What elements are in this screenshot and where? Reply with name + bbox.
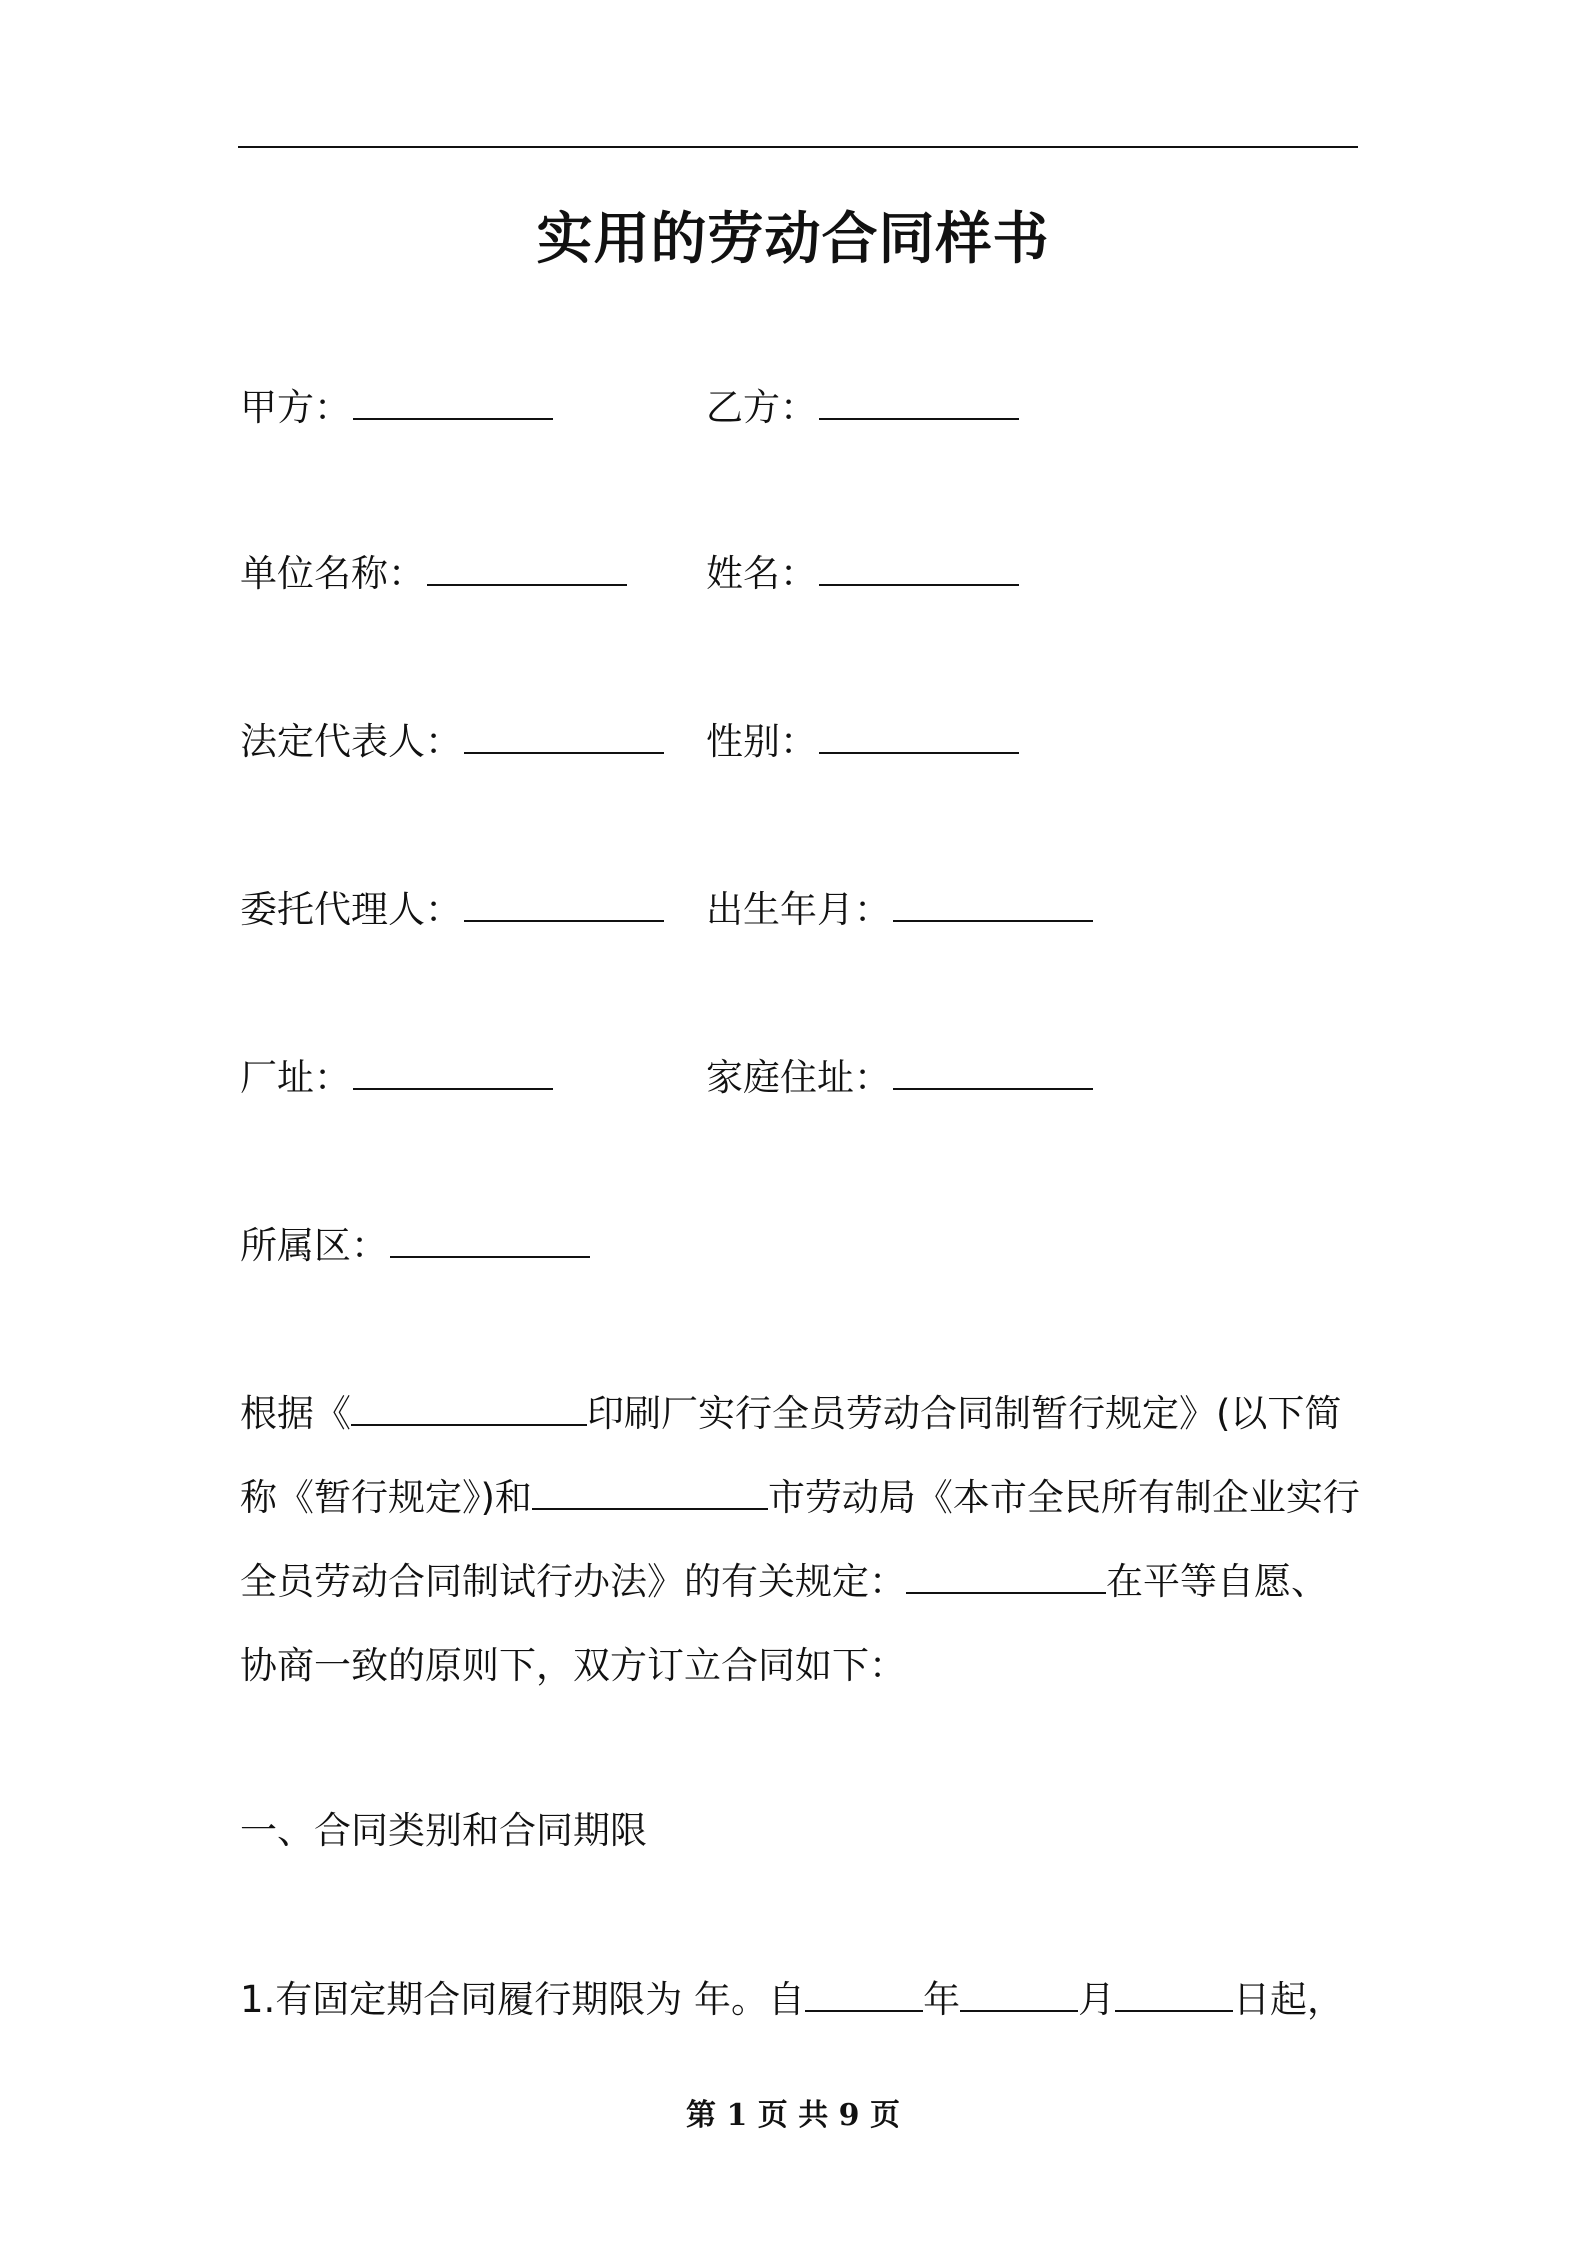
unit-name-field <box>240 546 627 599</box>
agent-field <box>240 882 664 935</box>
clause-1-day-blank[interactable] <box>1115 1974 1233 2012</box>
clause-1-text-c: 月 <box>1078 1978 1116 2021</box>
name-blank[interactable] <box>819 546 1019 586</box>
legal-rep-blank[interactable] <box>464 714 664 754</box>
clause-1-text-b: 年 <box>923 1978 961 2021</box>
home-address-label: 家庭住址： <box>706 1056 891 1099</box>
preamble-text-4: 在平等自愿、协商一致的原则下，双方订立合同如下： <box>240 1560 1328 1687</box>
legal-rep-label: 法定代表人： <box>240 720 462 763</box>
agent-label: 委托代理人： <box>240 888 462 931</box>
district-field <box>240 1218 590 1271</box>
factory-address-blank[interactable] <box>353 1050 553 1090</box>
clause-1 <box>240 1974 1344 2025</box>
factory-address-field <box>240 1050 553 1103</box>
name-field <box>706 546 1019 599</box>
header-rule <box>238 146 1358 148</box>
birth-field <box>706 882 1093 935</box>
name-label: 姓名： <box>706 552 817 595</box>
unit-name-label: 单位名称： <box>240 552 425 595</box>
clause-1-text-a: 1.有固定期合同履行期限为 年。自 <box>240 1978 806 2021</box>
party-a-blank[interactable] <box>353 380 553 420</box>
preamble-blank-2[interactable] <box>532 1472 768 1510</box>
party-b-blank[interactable] <box>819 380 1019 420</box>
gender-label: 性别： <box>706 720 817 763</box>
party-b-field <box>706 380 1019 433</box>
clause-1-text-d: 日起， <box>1233 1978 1345 2021</box>
party-b-label: 乙方： <box>706 386 817 429</box>
home-address-field <box>706 1050 1093 1103</box>
preamble-text-2: 印刷厂实行全员劳动合同制暂行规定》(以下简称《暂行规定》)和 <box>240 1392 1342 1519</box>
home-address-blank[interactable] <box>893 1050 1093 1090</box>
gender-blank[interactable] <box>819 714 1019 754</box>
birth-label: 出生年月： <box>706 888 891 931</box>
clause-1-year-blank[interactable] <box>805 1974 923 2012</box>
document-title: 实用的劳动合同样书 <box>536 207 1050 272</box>
preamble-blank-1[interactable] <box>351 1388 587 1426</box>
section-heading: 一、合同类别和合同期限 <box>240 1809 647 1852</box>
preamble-text-1: 根据《 <box>240 1392 351 1435</box>
unit-name-blank[interactable] <box>427 546 627 586</box>
district-label: 所属区： <box>240 1224 388 1267</box>
page-footer: 第 1 页 共 9 页 <box>686 2098 900 2133</box>
party-a-field <box>240 380 553 433</box>
district-blank[interactable] <box>390 1218 590 1258</box>
agent-blank[interactable] <box>464 882 664 922</box>
birth-blank[interactable] <box>893 882 1093 922</box>
preamble-text-3: 市劳动局《本市全民所有制企业实行全员劳动合同制试行办法》的有关规定： <box>240 1476 1360 1603</box>
party-a-label: 甲方： <box>240 386 351 429</box>
legal-rep-field <box>240 714 664 767</box>
factory-address-label: 厂址： <box>240 1056 351 1099</box>
clause-1-month-blank[interactable] <box>960 1974 1078 2012</box>
gender-field <box>706 714 1019 767</box>
preamble-blank-3[interactable] <box>906 1556 1106 1594</box>
preamble-paragraph <box>240 1372 1360 1708</box>
